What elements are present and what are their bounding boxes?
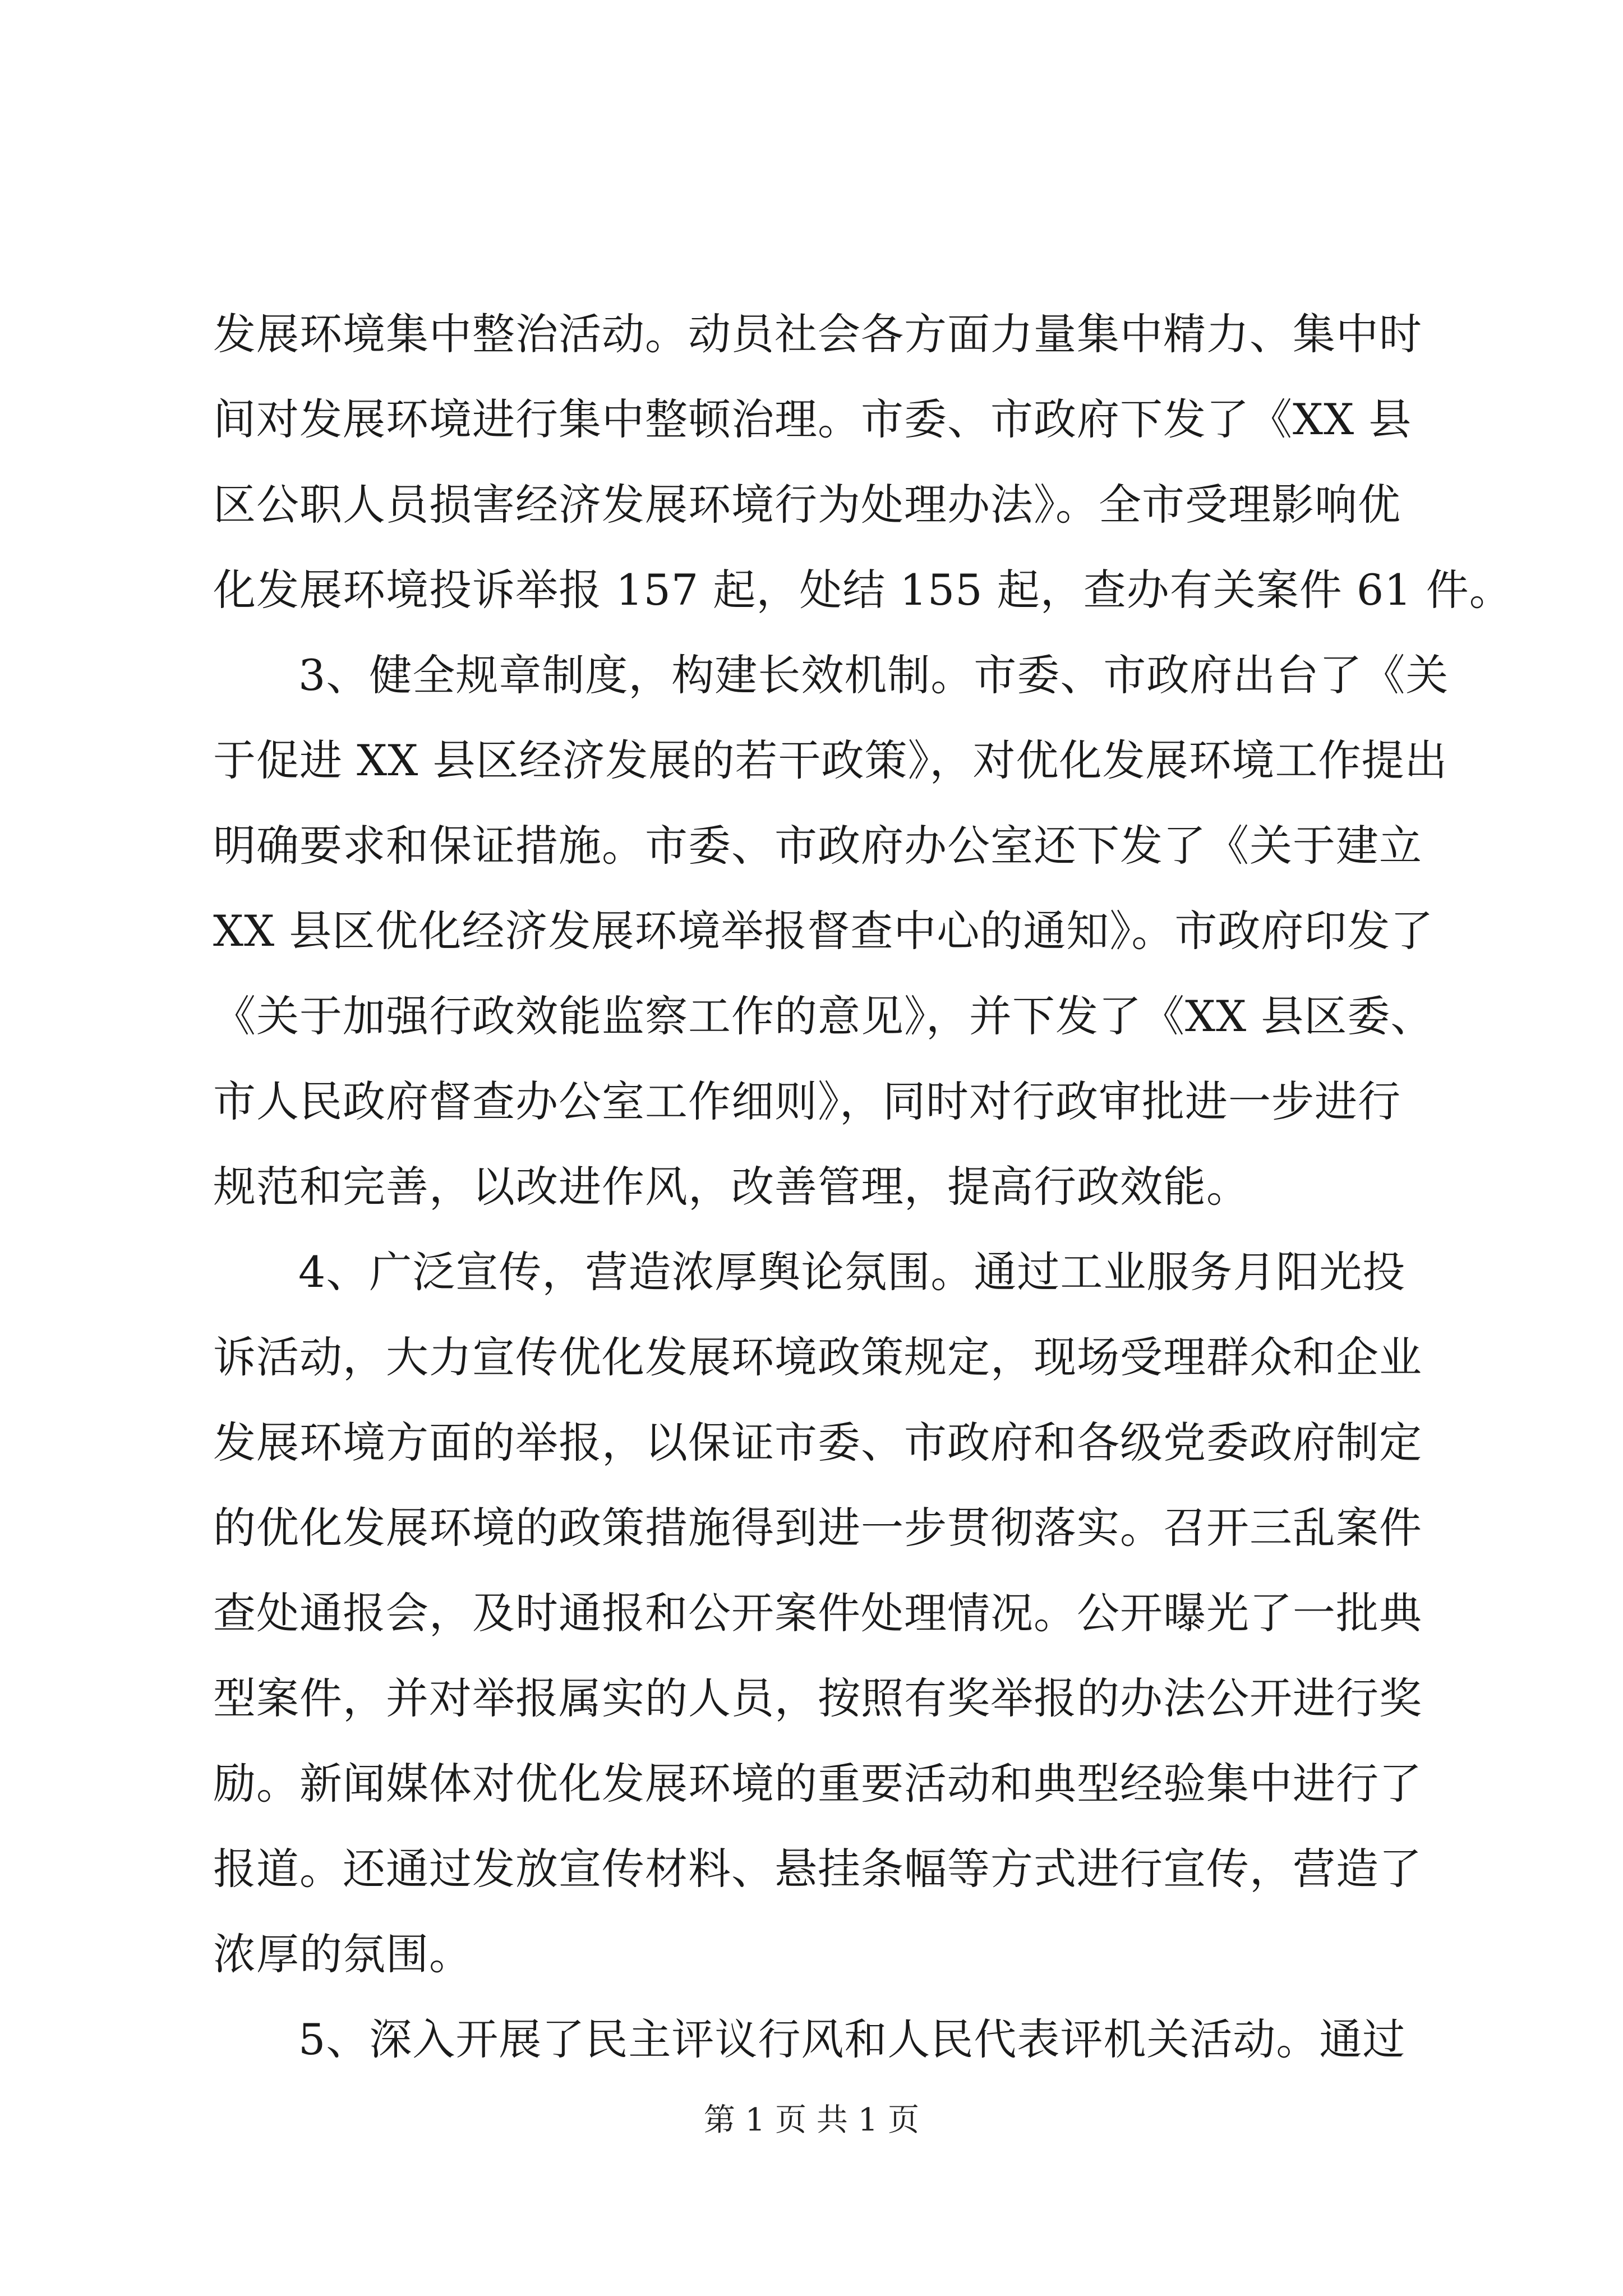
body-line: 查处通报会，及时通报和公开案件处理情况。公开曝光了一批典 [213,1588,1422,1638]
paragraph-3-first-line: 3、健全规章制度，构建长效机制。市委、市政府出台了《关 [298,650,1449,700]
body-line: 报道。还通过发放宣传材料、悬挂条幅等方式进行宣传，营造了 [213,1844,1422,1894]
body-line: 市人民政府督查办公室工作细则》，同时对行政审批进一步进行 [213,1076,1401,1126]
page-number-footer: 第 1 页 共 1 页 [703,2102,920,2138]
body-line: 化发展环境投诉举报 157 起，处结 155 起，查办有关案件 61 件。 [213,565,1513,615]
paragraph-5-first-line: 5、深入开展了民主评议行风和人民代表评机关活动。通过 [298,2014,1406,2064]
document-body [213,292,1513,2082]
body-line: 规范和完善，以改进作风，改善管理，提高行政效能。 [213,1162,1249,1212]
body-line: 间对发展环境进行集中整顿治理。市委、市政府下发了《XX 县 [213,394,1412,444]
body-line: 明确要求和保证措施。市委、市政府办公室还下发了《关于建立 [213,821,1422,871]
body-line: 的优化发展环境的政策措施得到进一步贯彻落实。召开三乱案件 [213,1503,1422,1553]
body-line: XX 县区优化经济发展环境举报督查中心的通知》。市政府印发了 [213,906,1434,956]
body-line: 浓厚的氛围。 [213,1929,472,1979]
body-line: 区公职人员损害经济发展环境行为处理办法》。全市受理影响优 [213,480,1401,530]
paragraph-4-first-line: 4、广泛宣传，营造浓厚舆论氛围。通过工业服务月阳光投 [298,1247,1406,1297]
body-line: 发展环境集中整治活动。动员社会各方面力量集中精力、集中时 [213,309,1422,359]
body-line: 励。新闻媒体对优化发展环境的重要活动和典型经验集中进行了 [213,1759,1422,1809]
body-line: 发展环境方面的举报，以保证市委、市政府和各级党委政府制定 [213,1418,1422,1467]
body-line: 诉活动，大力宣传优化发展环境政策规定，现场受理群众和企业 [213,1332,1422,1382]
body-line: 型案件，并对举报属实的人员，按照有奖举报的办法公开进行奖 [213,1673,1422,1723]
body-line: 《关于加强行政效能监察工作的意见》，并下发了《XX 县区委、 [213,991,1434,1041]
body-line: 于促进 XX 县区经济发展的若干政策》，对优化发展环境工作提出 [213,735,1448,785]
